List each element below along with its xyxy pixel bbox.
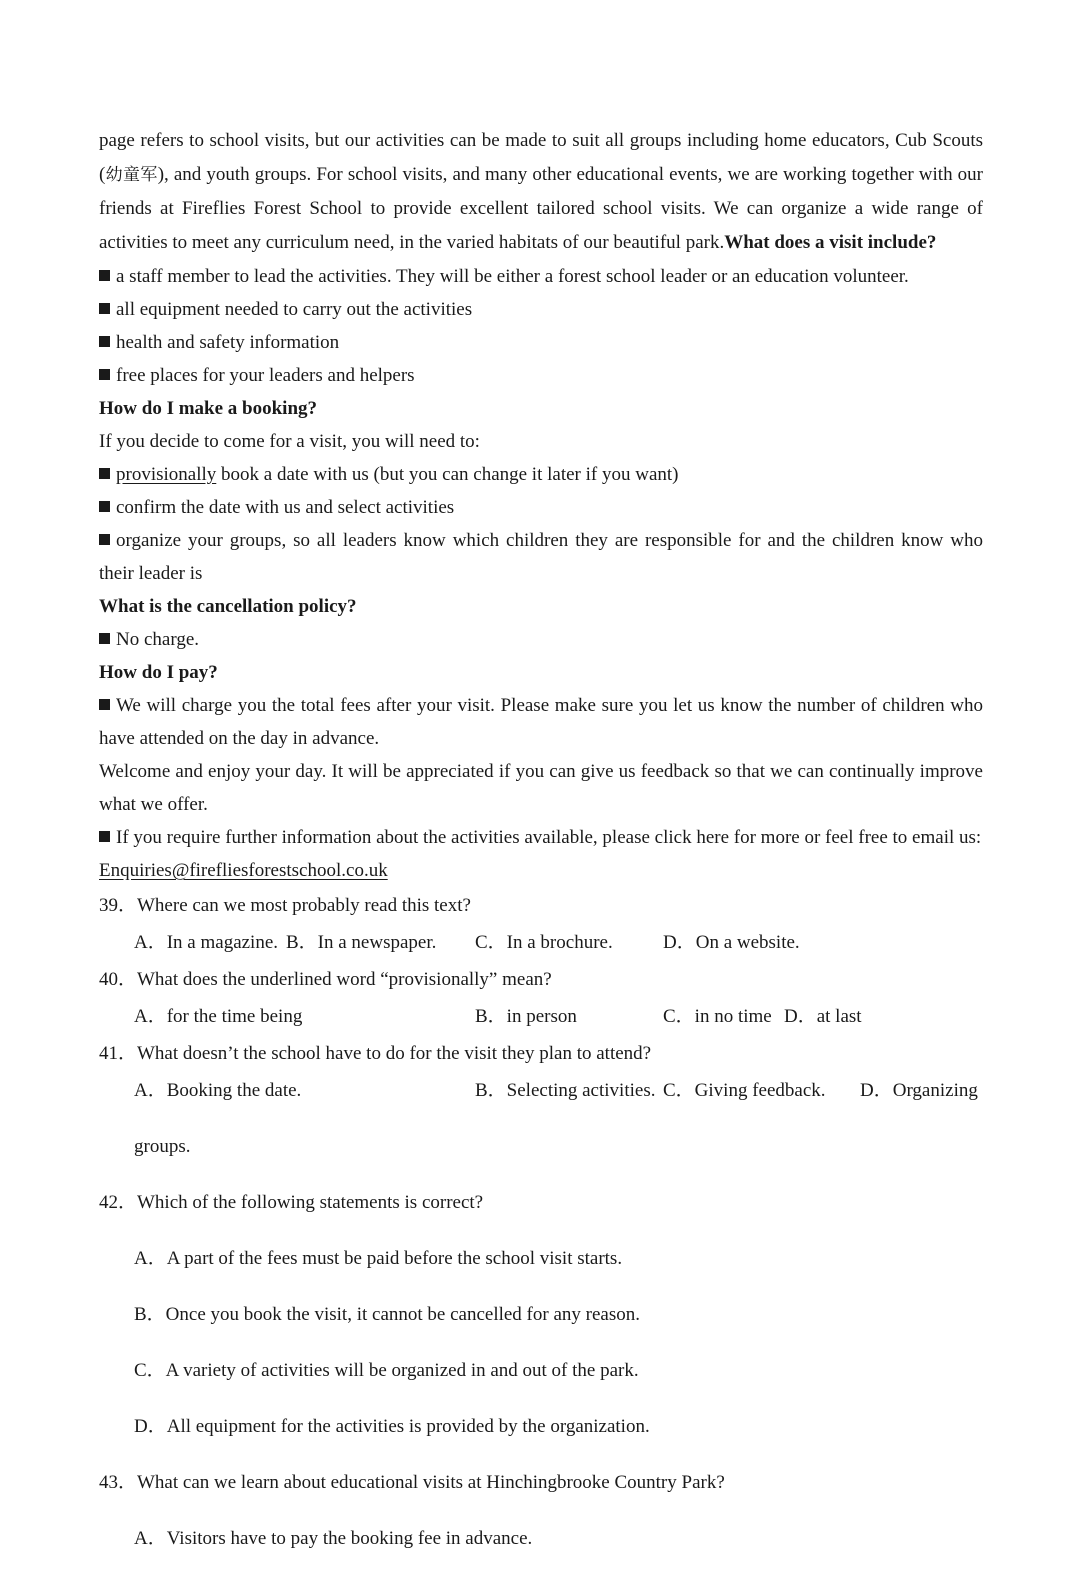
heading-cancellation: What is the cancellation policy?	[99, 596, 357, 617]
q41-option-d-continued: groups.	[134, 1136, 191, 1157]
bullet-square-icon	[99, 303, 110, 314]
booking-item	[99, 491, 983, 524]
email-line	[99, 854, 983, 887]
q42-option-c: C．A variety of activities will be organized in and out of the park.	[134, 1360, 639, 1381]
intro-text-2: ), and youth groups. For school visits, and many other educational events, we are working together with our friends at Fireflies Forest School to provide excellent tailored school visits. We can organize a wide range of activities to meet any curriculum need, in the varied habitats of our beautiful park.	[99, 164, 983, 253]
q39-option-d: D．On a website.	[663, 932, 800, 953]
q40-option-b: B．in person	[475, 1006, 577, 1027]
q40-option-d: D．at last	[784, 1006, 862, 1027]
q41-option-b: B．Selecting activities.	[475, 1080, 656, 1101]
include-item-text: all equipment needed to carry out the activities	[116, 299, 473, 320]
cancel-item	[99, 623, 983, 656]
q41-option-a: A．Booking the date.	[134, 1080, 302, 1101]
q40-option-c: C．in no time	[663, 1006, 772, 1027]
include-item	[99, 359, 983, 392]
booking-intro: If you decide to come for a visit, you will need to:	[99, 431, 480, 452]
q40-option-a: A．for the time being	[134, 1006, 303, 1027]
include-item	[99, 260, 983, 293]
include-item-text: health and safety information	[116, 332, 340, 353]
booking-item	[99, 458, 983, 491]
welcome-text: Welcome and enjoy your day. It will be appreciated if you can give us feedback so that we can continually improve what we offer.	[99, 761, 983, 815]
q39-option-b: B．In a newspaper.	[286, 932, 437, 953]
underlined-word: provisionally	[116, 464, 217, 485]
bullet-square-icon	[99, 336, 110, 347]
bullet-square-icon	[99, 270, 110, 281]
question-40: 40．What does the underlined word “provisionally” mean?	[99, 969, 552, 990]
bullet-square-icon	[99, 633, 110, 644]
q41-option-d: D．Organizing	[860, 1080, 978, 1101]
email-link[interactable]: Enquiries@firefliesforestschool.co.uk	[99, 860, 388, 881]
include-item	[99, 326, 983, 359]
question-42: 42．Which of the following statements is correct?	[99, 1192, 484, 1213]
question-41: 41．What doesn’t the school have to do for the visit they plan to attend?	[99, 1043, 652, 1064]
cancel-item-text: No charge.	[116, 629, 200, 650]
heading-pay: How do I pay?	[99, 662, 218, 683]
q42-option-a: A．A part of the fees must be paid before the school visit starts.	[134, 1248, 623, 1269]
bullet-square-icon	[99, 501, 110, 512]
q39-options	[134, 924, 983, 961]
intro-paragraph	[99, 124, 983, 260]
q42-option-d: D．All equipment for the activities is provided by the organization.	[134, 1416, 650, 1437]
q40-options	[134, 998, 983, 1035]
bullet-square-icon	[99, 831, 110, 842]
include-item	[99, 293, 983, 326]
include-item-text: a staff member to lead the activities. They will be either a forest school leader or an education volunteer.	[116, 266, 909, 287]
pay-item-text: We will charge you the total fees after your visit. Please make sure you let us know the number of children who have attended on the day in advance.	[99, 695, 983, 749]
booking-item-text: confirm the date with us and select activities	[116, 497, 455, 518]
include-item-text: free places for your leaders and helpers	[116, 365, 415, 386]
intro-text-1: page refers to school visits, but our activities can be made to suit all groups including home educators, Cub Scouts (	[99, 130, 983, 185]
q39-option-a: A．In a magazine.	[134, 932, 279, 953]
bullet-square-icon	[99, 468, 110, 479]
further-info-text: If you require further information about the activities available, please click here for more or feel free to email us:	[116, 827, 982, 848]
booking-item-text: organize your groups, so all leaders know which children they are responsible for and the children know who their leader is	[99, 530, 983, 584]
passage	[99, 124, 983, 1576]
booking-item	[99, 524, 983, 590]
q42-option-b: B．Once you book the visit, it cannot be cancelled for any reason.	[134, 1304, 640, 1325]
heading-booking: How do I make a booking?	[99, 398, 318, 419]
q41-options	[134, 1072, 983, 1109]
further-info	[99, 821, 983, 854]
pay-item	[99, 689, 983, 755]
question-39: 39．Where can we most probably read this text?	[99, 895, 471, 916]
bullet-square-icon	[99, 369, 110, 380]
heading-include: What does a visit include?	[724, 232, 937, 253]
question-43: 43．What can we learn about educational visits at Hinchingbrooke Country Park?	[99, 1472, 725, 1493]
q39-option-c: C．In a brochure.	[475, 932, 613, 953]
q41-option-c: C．Giving feedback.	[663, 1080, 826, 1101]
bullet-square-icon	[99, 534, 110, 545]
q43-option-a: A．Visitors have to pay the booking fee in advance.	[134, 1528, 533, 1549]
bullet-square-icon	[99, 699, 110, 710]
booking-item-text: book a date with us (but you can change it later if you want)	[216, 464, 679, 485]
intro-cjk-term: 幼童军	[105, 165, 158, 185]
